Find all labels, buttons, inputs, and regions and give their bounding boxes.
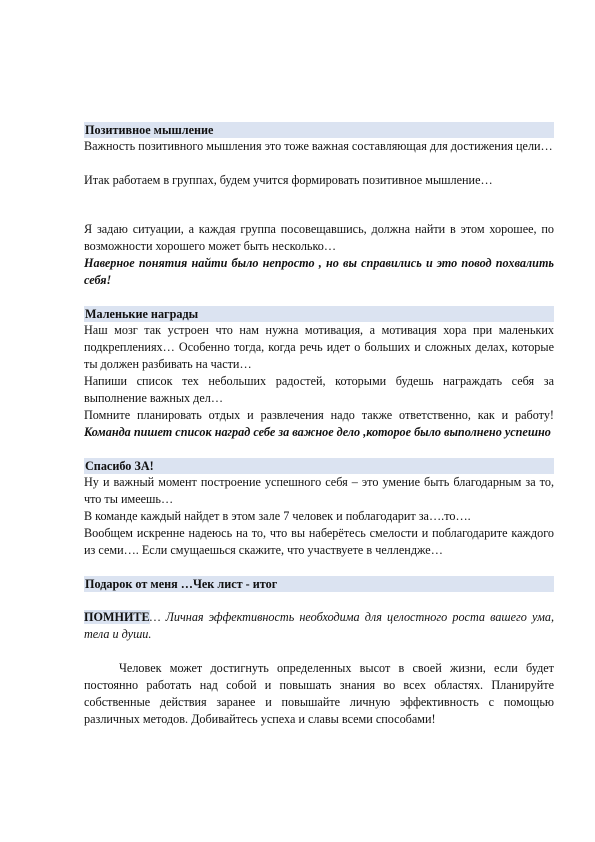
- rewards-paragraph-1: Наш мозг так устроен что нам нужна мотивация, а мотивация хора при маленьких подкреплениях… Особенно тогда, когда речь идет о больших и сложных делах, которые ты должен разбивать на части…: [84, 323, 554, 371]
- section-heading-rewards: Маленькие награды: [84, 306, 554, 322]
- thanks-paragraph-3: Вообщем искренне надеюсь на то, что вы наберётесь смелости и поблагодарите каждого из семи…. Если смущаешься скажите, что участвуете в челлендже…: [84, 526, 554, 557]
- remember-paragraph: [84, 609, 554, 643]
- positive-paragraph-3: Я задаю ситуации, а каждая группа посовещавшись, должна найти в этом хорошее, по возможности хорошего может быть несколько…: [84, 222, 554, 253]
- section-heading-thanks: Спасибо ЗА!: [84, 458, 554, 474]
- positive-paragraph-4: Наверное понятия найти было непросто , но вы справились и это повод похвалить себя!: [84, 256, 554, 287]
- section-heading-gift: Подарок от меня …Чек лист - итог: [84, 576, 554, 592]
- rewards-paragraph-3: [84, 407, 554, 441]
- thanks-paragraph-1: Ну и важный момент построение успешного себя – это умение быть благодарным за то, что ты имеешь…: [84, 475, 554, 506]
- document-page: [84, 122, 554, 728]
- rewards-paragraph-2: Напиши список тех небольших радостей, которыми будешь награждать себя за выполнение важных дел…: [84, 374, 554, 405]
- remember-text: … Личная эффективность необходима для целостного роста вашего ума, тела и души.: [84, 610, 554, 641]
- thanks-paragraph-2: В команде каждый найдет в этом зале 7 человек и поблагодарит за….то….: [84, 509, 471, 523]
- closing-paragraph: Человек может достигнуть определенных высот в своей жизни, если будет постоянно работать над собой и повышать знания во всех областях. Планируйте собственные действия заранее и повышайте личную эффективность с помощью различных методов. Добивайтесь успеха и славы всеми способами!: [84, 661, 554, 726]
- rewards-paragraph-3-text: Помните планировать отдых и развлечения надо также ответственно, как и работу!: [84, 408, 554, 422]
- rewards-paragraph-3-bold: Команда пишет список наград себе за важное дело ,которое было выполнено успешно: [84, 425, 551, 439]
- remember-label: ПОМНИТЕ: [84, 610, 150, 624]
- positive-paragraph-1: Важность позитивного мышления это тоже важная составляющая для достижения цели…: [84, 139, 553, 153]
- section-heading-positive: Позитивное мышление: [84, 122, 554, 138]
- positive-paragraph-2: Итак работаем в группах, будем учится формировать позитивное мышление…: [84, 173, 493, 187]
